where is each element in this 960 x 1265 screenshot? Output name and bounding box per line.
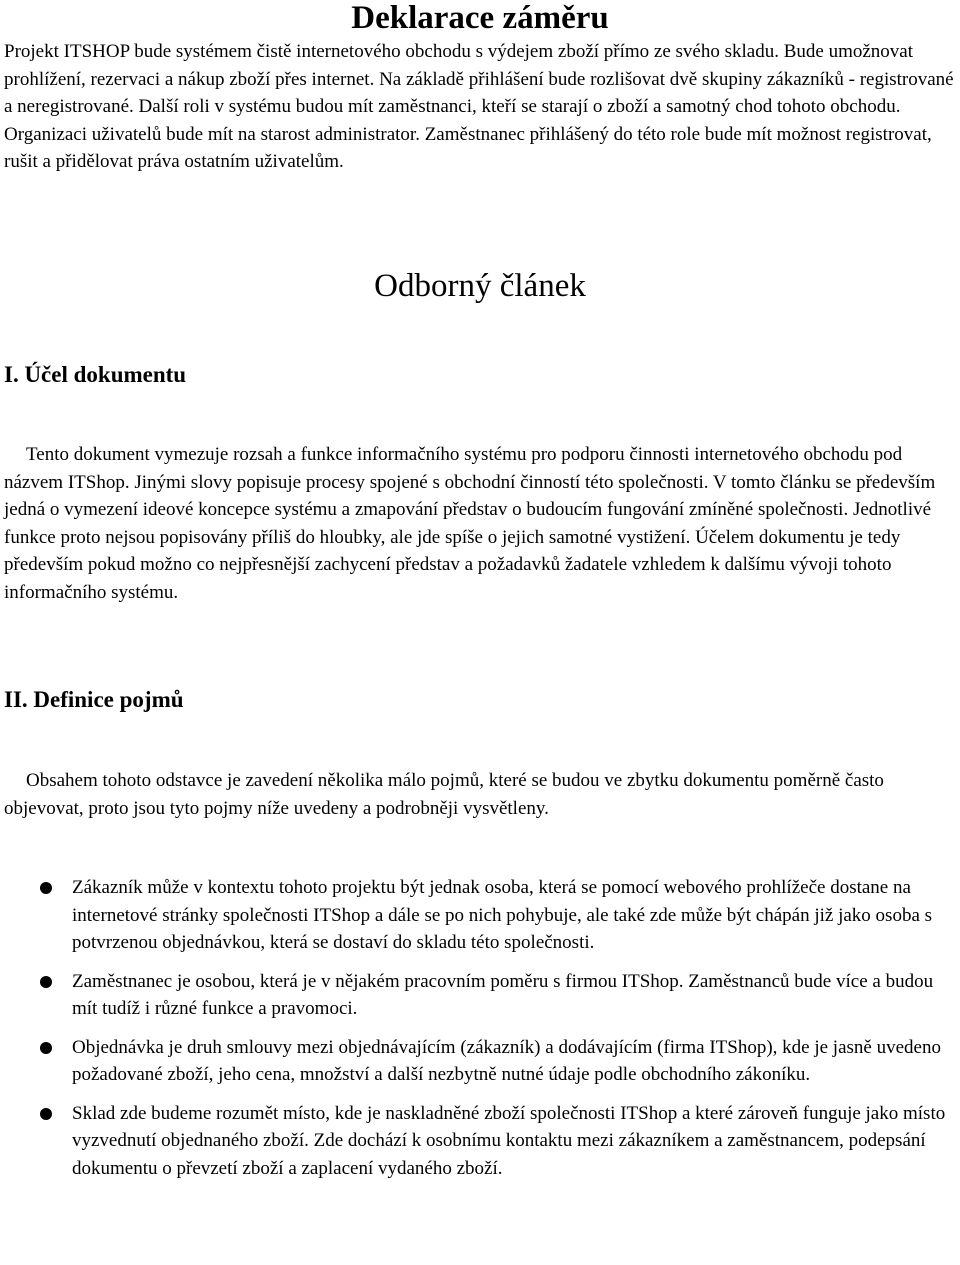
section-paragraph-definitions: Obsahem tohoto odstavce je zavedení několika málo pojmů, které se budou ve zbytku dokumentu poměrně často objevovat, proto jsou tyto pojmy níže uvedeny a podrobněji vysvětleny. <box>4 770 884 819</box>
intro-paragraph: Projekt ITSHOP bude systémem čistě internetového obchodu s výdejem zboží přímo ze svého skladu. Bude umožnovat prohlížení, rezervaci a nákup zboží přes internet. Na základě přihlášení bude rozlišovat dvě skupiny zákazníků - registrované a neregistrované. Další roli v systému budou mít zaměstnanci, kteří se starají o zboží a samotný chod tohoto obchodu. Organizaci uživatelů bude mít na starost administrator. Zaměstnanec přihlášený do této role bude mít možnost registrovat, rušit a přidělovat práva ostatním uživatelům. <box>4 41 954 172</box>
definition-list <box>0 874 960 1193</box>
section-heading-definitions: II. Definice pojmů <box>4 687 184 712</box>
definition-text-warehouse: Sklad zde budeme rozumět místo, kde je naskladněné zboží společnosti ITShop a které zároveň funguje jako místo vyzvednutí objednaného zboží. Zde dochází k osobnímu kontaktu mezi zákazníkem a zaměstnancem, podepsání dokumentu o převzetí zboží a zaplacení vydaného zboží. <box>72 1102 946 1179</box>
definition-text-order: Objednávka je druh smlouvy mezi objednávajícím (zákazník) a dodávajícím (firma ITShop), kde je jasně uvedeno požadované zboží, jeho cena, množství a další nezbytně nutné údaje podle obchodního zákoníku. <box>72 1036 941 1085</box>
list-item <box>0 874 960 957</box>
definition-text-employee: Zaměstnanec je osobou, která je v nějakém pracovním poměru s firmou ITShop. Zaměstnanců bude více a budou mít tudíž i různé funkce a pravomoci. <box>72 970 934 1019</box>
bullet-icon <box>40 1042 52 1054</box>
section-heading-purpose: I. Účel dokumentu <box>4 362 187 387</box>
bullet-icon <box>40 976 52 988</box>
list-item <box>0 968 960 1023</box>
definition-text-customer: Zákazník může v kontextu tohoto projektu být jednak osoba, která se pomocí webového prohlížeče dostane na internetové stránky společnosti ITShop a dále se po nich pohybuje, ale také zde může být chápán již jako osoba s potvrzenou objednávkou, která se dostaví do skladu této společnosti. <box>72 877 933 953</box>
list-item <box>0 1034 960 1089</box>
document-title: Deklarace záměru <box>351 0 609 36</box>
section-paragraph-purpose: Tento dokument vymezuje rozsah a funkce informačního systému pro podporu činnosti internetového obchodu pod názvem ITShop. Jinými slovy popisuje procesy spojené s obchodní činností této společnosti. V tomto článku se především jedná o vymezení ideové koncepce systému a zmapování představ o budoucím fungování zmíněné společnosti. Jednotlivé funkce proto nejsou popisovány příliš do hloubky, ale jde spíše o jejich samotné vystižení. Účelem dokumentu je tedy především pokud možno co nejpřesnější zachycení představ a požadavků žadatele vzhledem k dalšímu vývoji tohoto informačního systému. <box>4 444 936 603</box>
bullet-icon <box>40 1108 52 1120</box>
bullet-icon <box>40 882 52 894</box>
list-item <box>0 1100 960 1183</box>
article-title: Odborný článek <box>374 268 586 304</box>
